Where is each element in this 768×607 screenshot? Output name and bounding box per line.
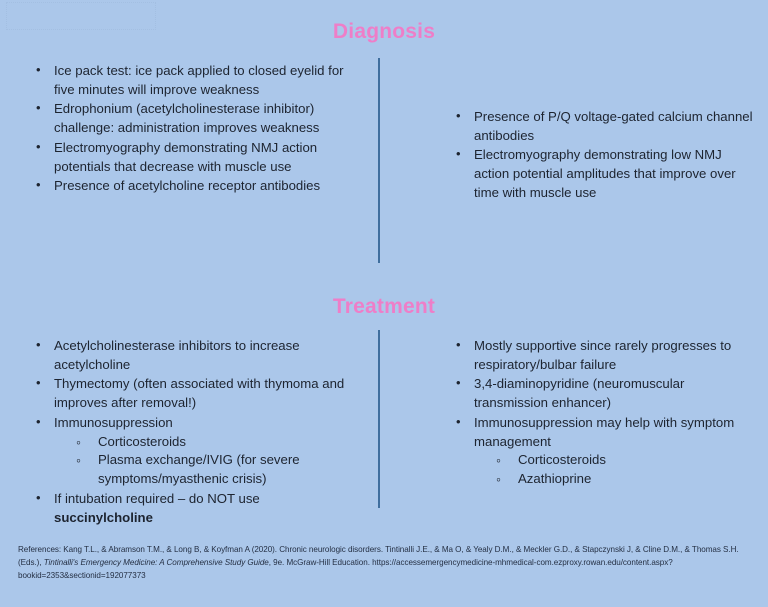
bullet-list xyxy=(450,337,760,489)
list-item: • Mostly supportive since rarely progresses to respiratory/bulbar failure xyxy=(450,337,760,374)
column-divider-diagnosis xyxy=(378,58,380,263)
sub-list-item: ◦ Corticosteroids xyxy=(72,433,350,452)
list-item-label: Immunosuppression may help with symptom management xyxy=(474,414,735,449)
sub-list-item: ◦ Plasma exchange/IVIG (for severe symptoms/myasthenic crisis) xyxy=(72,451,350,488)
list-item: • Presence of acetylcholine receptor antibodies xyxy=(30,177,350,196)
references-url[interactable]: https://accessemergencymedicine-mhmedical-com.ezproxy.rowan.edu/content.aspx?bookid=2353&sectionid=192077373 xyxy=(18,558,673,581)
diagnosis-left-column xyxy=(30,62,350,197)
sub-list-item: ◦ Corticosteroids xyxy=(492,451,760,470)
references-label: References: xyxy=(18,545,64,554)
list-item: • Acetylcholinesterase inhibitors to increase acetylcholine xyxy=(30,337,350,374)
list-item xyxy=(450,414,760,489)
page-title-treatment: Treatment xyxy=(332,295,436,318)
treatment-left-column xyxy=(30,337,350,528)
list-item: • Thymectomy (often associated with thymoma and improves after removal!) xyxy=(30,375,350,412)
bullet-list xyxy=(450,108,760,203)
list-item-label: Immunosuppression xyxy=(54,414,173,430)
list-item: • 3,4-diaminopyridine (neuromuscular transmission enhancer) xyxy=(450,375,760,412)
list-item: • Ice pack test: ice pack applied to closed eyelid for five minutes will improve weakness xyxy=(30,62,350,99)
list-item: • Electromyography demonstrating low NMJ action potential amplitudes that improve over time with muscle use xyxy=(450,146,760,202)
references-footer xyxy=(18,543,754,582)
bullet-list xyxy=(30,337,350,527)
list-item: • Edrophonium (acetylcholinesterase inhibitor) challenge: administration improves weakness xyxy=(30,100,350,137)
list-item-label: If intubation required – do NOT use xyxy=(54,490,260,506)
column-divider-treatment xyxy=(378,330,380,508)
emphasized-drug-name: succinylcholine xyxy=(54,509,153,525)
references-book-title: Tintinalli's Emergency Medicine: A Comprehensive Study Guide xyxy=(43,558,269,568)
list-item xyxy=(30,490,350,527)
references-citation-part-2: , 9e. McGraw-Hill Education. xyxy=(268,558,373,568)
references-citation-part-1: Kang T.L., & Abramson T.M., & Long B, & Koyfman A (2020). Chronic neurologic disorders. Tintinalli J.E., & Ma O, & Yealy D.M., & Meckler G.D., & Stapczynski J, & Cline D.M., & Thomas S.H.(Eds.), xyxy=(18,545,739,568)
list-item: • Electromyography demonstrating NMJ action potentials that decrease with muscle use xyxy=(30,139,350,176)
page-title-diagnosis: Diagnosis xyxy=(332,20,436,43)
bullet-list xyxy=(30,62,350,196)
diagnosis-right-column xyxy=(450,108,760,204)
list-item: • Presence of P/Q voltage-gated calcium channel antibodies xyxy=(450,108,760,145)
treatment-right-column xyxy=(450,337,760,490)
sub-bullet-list xyxy=(474,451,760,488)
list-item xyxy=(30,414,350,489)
sub-list-item: ◦ Azathioprine xyxy=(492,470,760,489)
sub-bullet-list xyxy=(54,433,350,489)
